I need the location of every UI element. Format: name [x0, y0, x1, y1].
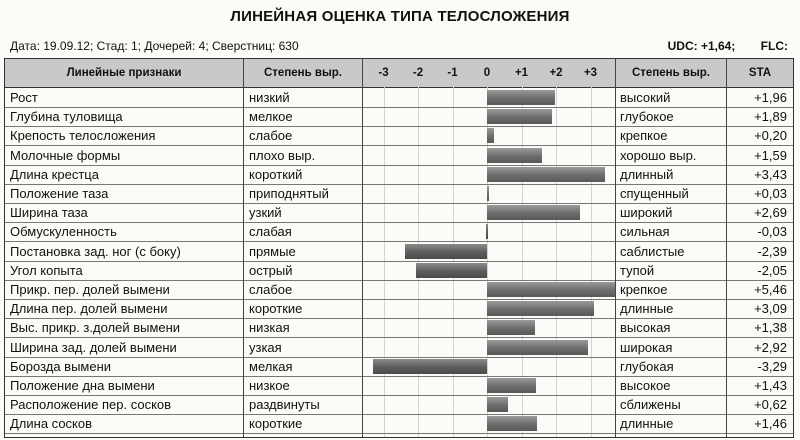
- low-degree-label: короткие: [249, 301, 303, 317]
- bar: [487, 205, 580, 220]
- sta-value: -0,03: [757, 224, 787, 240]
- table-row: [5, 414, 793, 434]
- bar: [487, 301, 594, 316]
- low-degree-label: прямые: [249, 243, 296, 259]
- trait-table: [4, 58, 794, 438]
- header-traits: Линейные признаки: [66, 67, 182, 79]
- axis-tick-label: -3: [378, 67, 389, 79]
- axis-tick-label: -2: [412, 67, 424, 79]
- axis-tick-label: +3: [583, 67, 598, 79]
- table-row: [5, 222, 793, 242]
- sta-value: -2,39: [757, 243, 787, 259]
- high-degree-label: тупой: [620, 262, 655, 278]
- trait-name: Длина крестца: [10, 166, 99, 182]
- sta-value: +1,96: [754, 90, 787, 105]
- trait-name: Обмускуленность: [10, 224, 117, 240]
- table-row: [5, 126, 793, 146]
- sta-value: +2,92: [754, 339, 787, 355]
- bar: [416, 263, 487, 278]
- trait-name: Прикр. пер. долей вымени: [10, 282, 170, 297]
- sta-value: +1,43: [754, 378, 787, 393]
- sta-value: +5,46: [754, 282, 787, 297]
- bar: [487, 109, 552, 124]
- trait-name: Рост: [10, 90, 38, 105]
- axis-tick-label: -1: [447, 67, 458, 79]
- low-degree-label: короткие: [249, 416, 303, 432]
- header-sta: STA: [748, 67, 772, 79]
- low-degree-label: низкое: [249, 378, 290, 393]
- low-degree-label: низкий: [249, 90, 290, 105]
- sta-value: +3,09: [754, 301, 787, 317]
- trait-name: Ширина таза: [10, 205, 88, 221]
- table-row: [5, 203, 793, 223]
- bar: [487, 340, 588, 355]
- column-divider: [615, 59, 616, 437]
- bar: [486, 224, 488, 239]
- table-row: [5, 318, 793, 338]
- axis-tick-label: +2: [549, 67, 563, 79]
- table-row: [5, 299, 793, 319]
- sta-value: +1,59: [754, 147, 787, 163]
- trait-name: Положение дна вымени: [10, 378, 155, 393]
- trait-name: Крепость телосложения: [10, 128, 156, 144]
- trait-name: Выс. прикр. з.долей вымени: [10, 320, 181, 336]
- sta-value: +0,20: [754, 128, 787, 144]
- bar: [487, 90, 555, 105]
- table-row: [5, 242, 793, 262]
- low-degree-label: короткий: [249, 166, 303, 182]
- sta-value: +1,89: [754, 109, 787, 125]
- low-degree-label: слабое: [249, 128, 293, 144]
- trait-name: Борозда вымени: [10, 358, 112, 374]
- report-info: Дата: 19.09.12; Стад: 1; Дочерей: 4; Сверстниц: 630: [10, 39, 299, 53]
- column-divider: [726, 59, 727, 437]
- table-row: [5, 165, 793, 185]
- trait-name: Расположение пер. сосков: [10, 397, 172, 413]
- axis-tick-label: +1: [514, 67, 529, 79]
- low-degree-label: острый: [249, 262, 293, 278]
- low-degree-label: низкая: [249, 320, 290, 336]
- trait-name: Молочные формы: [10, 147, 121, 163]
- table-row: [5, 184, 793, 204]
- column-divider: [362, 59, 363, 437]
- trait-name: Положение таза: [10, 186, 109, 201]
- trait-name: Постановка зад. ног (с боку): [10, 243, 181, 259]
- low-degree-label: слабое: [249, 282, 293, 297]
- page-title: ЛИНЕЙНАЯ ОЦЕНКА ТИПА ТЕЛОСЛОЖЕНИЯ: [230, 8, 570, 25]
- trait-name: Длина сосков: [10, 416, 93, 432]
- high-degree-label: сближены: [620, 397, 681, 413]
- trait-name: Глубина туловища: [10, 109, 123, 125]
- table-row: [5, 146, 793, 166]
- bar: [487, 416, 537, 431]
- sta-value: +1,38: [754, 320, 787, 336]
- bar: [487, 320, 535, 335]
- bar: [487, 128, 494, 143]
- table-header: [5, 59, 793, 88]
- trait-name: Ширина зад. долей вымени: [10, 339, 177, 355]
- bar: [373, 359, 487, 374]
- high-degree-label: крепкое: [620, 282, 668, 297]
- high-degree-label: широкая: [620, 339, 673, 355]
- header-low-degree: Степень выр.: [264, 67, 342, 79]
- table-row: [5, 107, 793, 127]
- udc-value: UDC: +1,64;: [667, 39, 736, 53]
- bar: [405, 244, 487, 259]
- low-degree-label: узкий: [249, 205, 282, 221]
- bar: [487, 167, 605, 182]
- sta-value: +3,43: [754, 166, 787, 182]
- high-degree-label: высокое: [620, 378, 671, 393]
- bar: [487, 282, 615, 297]
- low-degree-label: приподнятый: [249, 186, 329, 201]
- high-degree-label: крепкое: [620, 128, 668, 144]
- high-degree-label: длинные: [620, 301, 674, 317]
- high-degree-label: саблистые: [620, 243, 685, 259]
- table-row: [5, 395, 793, 415]
- low-degree-label: мелкая: [249, 358, 293, 374]
- table-row: [5, 357, 793, 377]
- sta-value: -3,29: [757, 358, 787, 374]
- bar: [487, 397, 508, 412]
- high-degree-label: глубокое: [620, 109, 674, 125]
- table-row: [5, 280, 793, 300]
- table-row: [5, 88, 793, 108]
- high-degree-label: длинный: [620, 166, 674, 182]
- index-summary: [646, 39, 788, 53]
- sta-value: +0,62: [754, 397, 787, 413]
- axis-tick-label: 0: [483, 67, 491, 79]
- high-degree-label: хорошо выр.: [620, 147, 697, 163]
- high-degree-label: широкий: [620, 205, 673, 221]
- low-degree-label: узкая: [249, 339, 282, 355]
- table-row: [5, 261, 793, 281]
- high-degree-label: высокая: [620, 320, 671, 336]
- high-degree-label: глубокая: [620, 358, 674, 374]
- low-degree-label: мелкое: [249, 109, 293, 125]
- sta-value: +0,03: [754, 186, 787, 201]
- high-degree-label: высокий: [620, 90, 671, 105]
- trait-name: Угол копыта: [10, 262, 83, 278]
- table-row: [5, 338, 793, 358]
- trait-name: Длина пер. долей вымени: [10, 301, 168, 317]
- table-row: [5, 376, 793, 396]
- sta-value: +2,69: [754, 205, 787, 221]
- bar: [487, 186, 489, 201]
- sta-value: +1,46: [754, 416, 787, 432]
- flc-value: FLC:: [760, 39, 788, 53]
- low-degree-label: слабая: [249, 224, 292, 240]
- high-degree-label: длинные: [620, 416, 674, 432]
- low-degree-label: плохо выр.: [249, 147, 316, 163]
- header-high-degree: Степень выр.: [632, 67, 710, 79]
- low-degree-label: раздвинуты: [249, 397, 320, 413]
- high-degree-label: спущенный: [620, 186, 689, 201]
- column-divider: [243, 59, 244, 437]
- sta-value: -2,05: [757, 262, 787, 278]
- high-degree-label: сильная: [620, 224, 670, 240]
- bar: [487, 378, 536, 393]
- bar: [487, 148, 542, 163]
